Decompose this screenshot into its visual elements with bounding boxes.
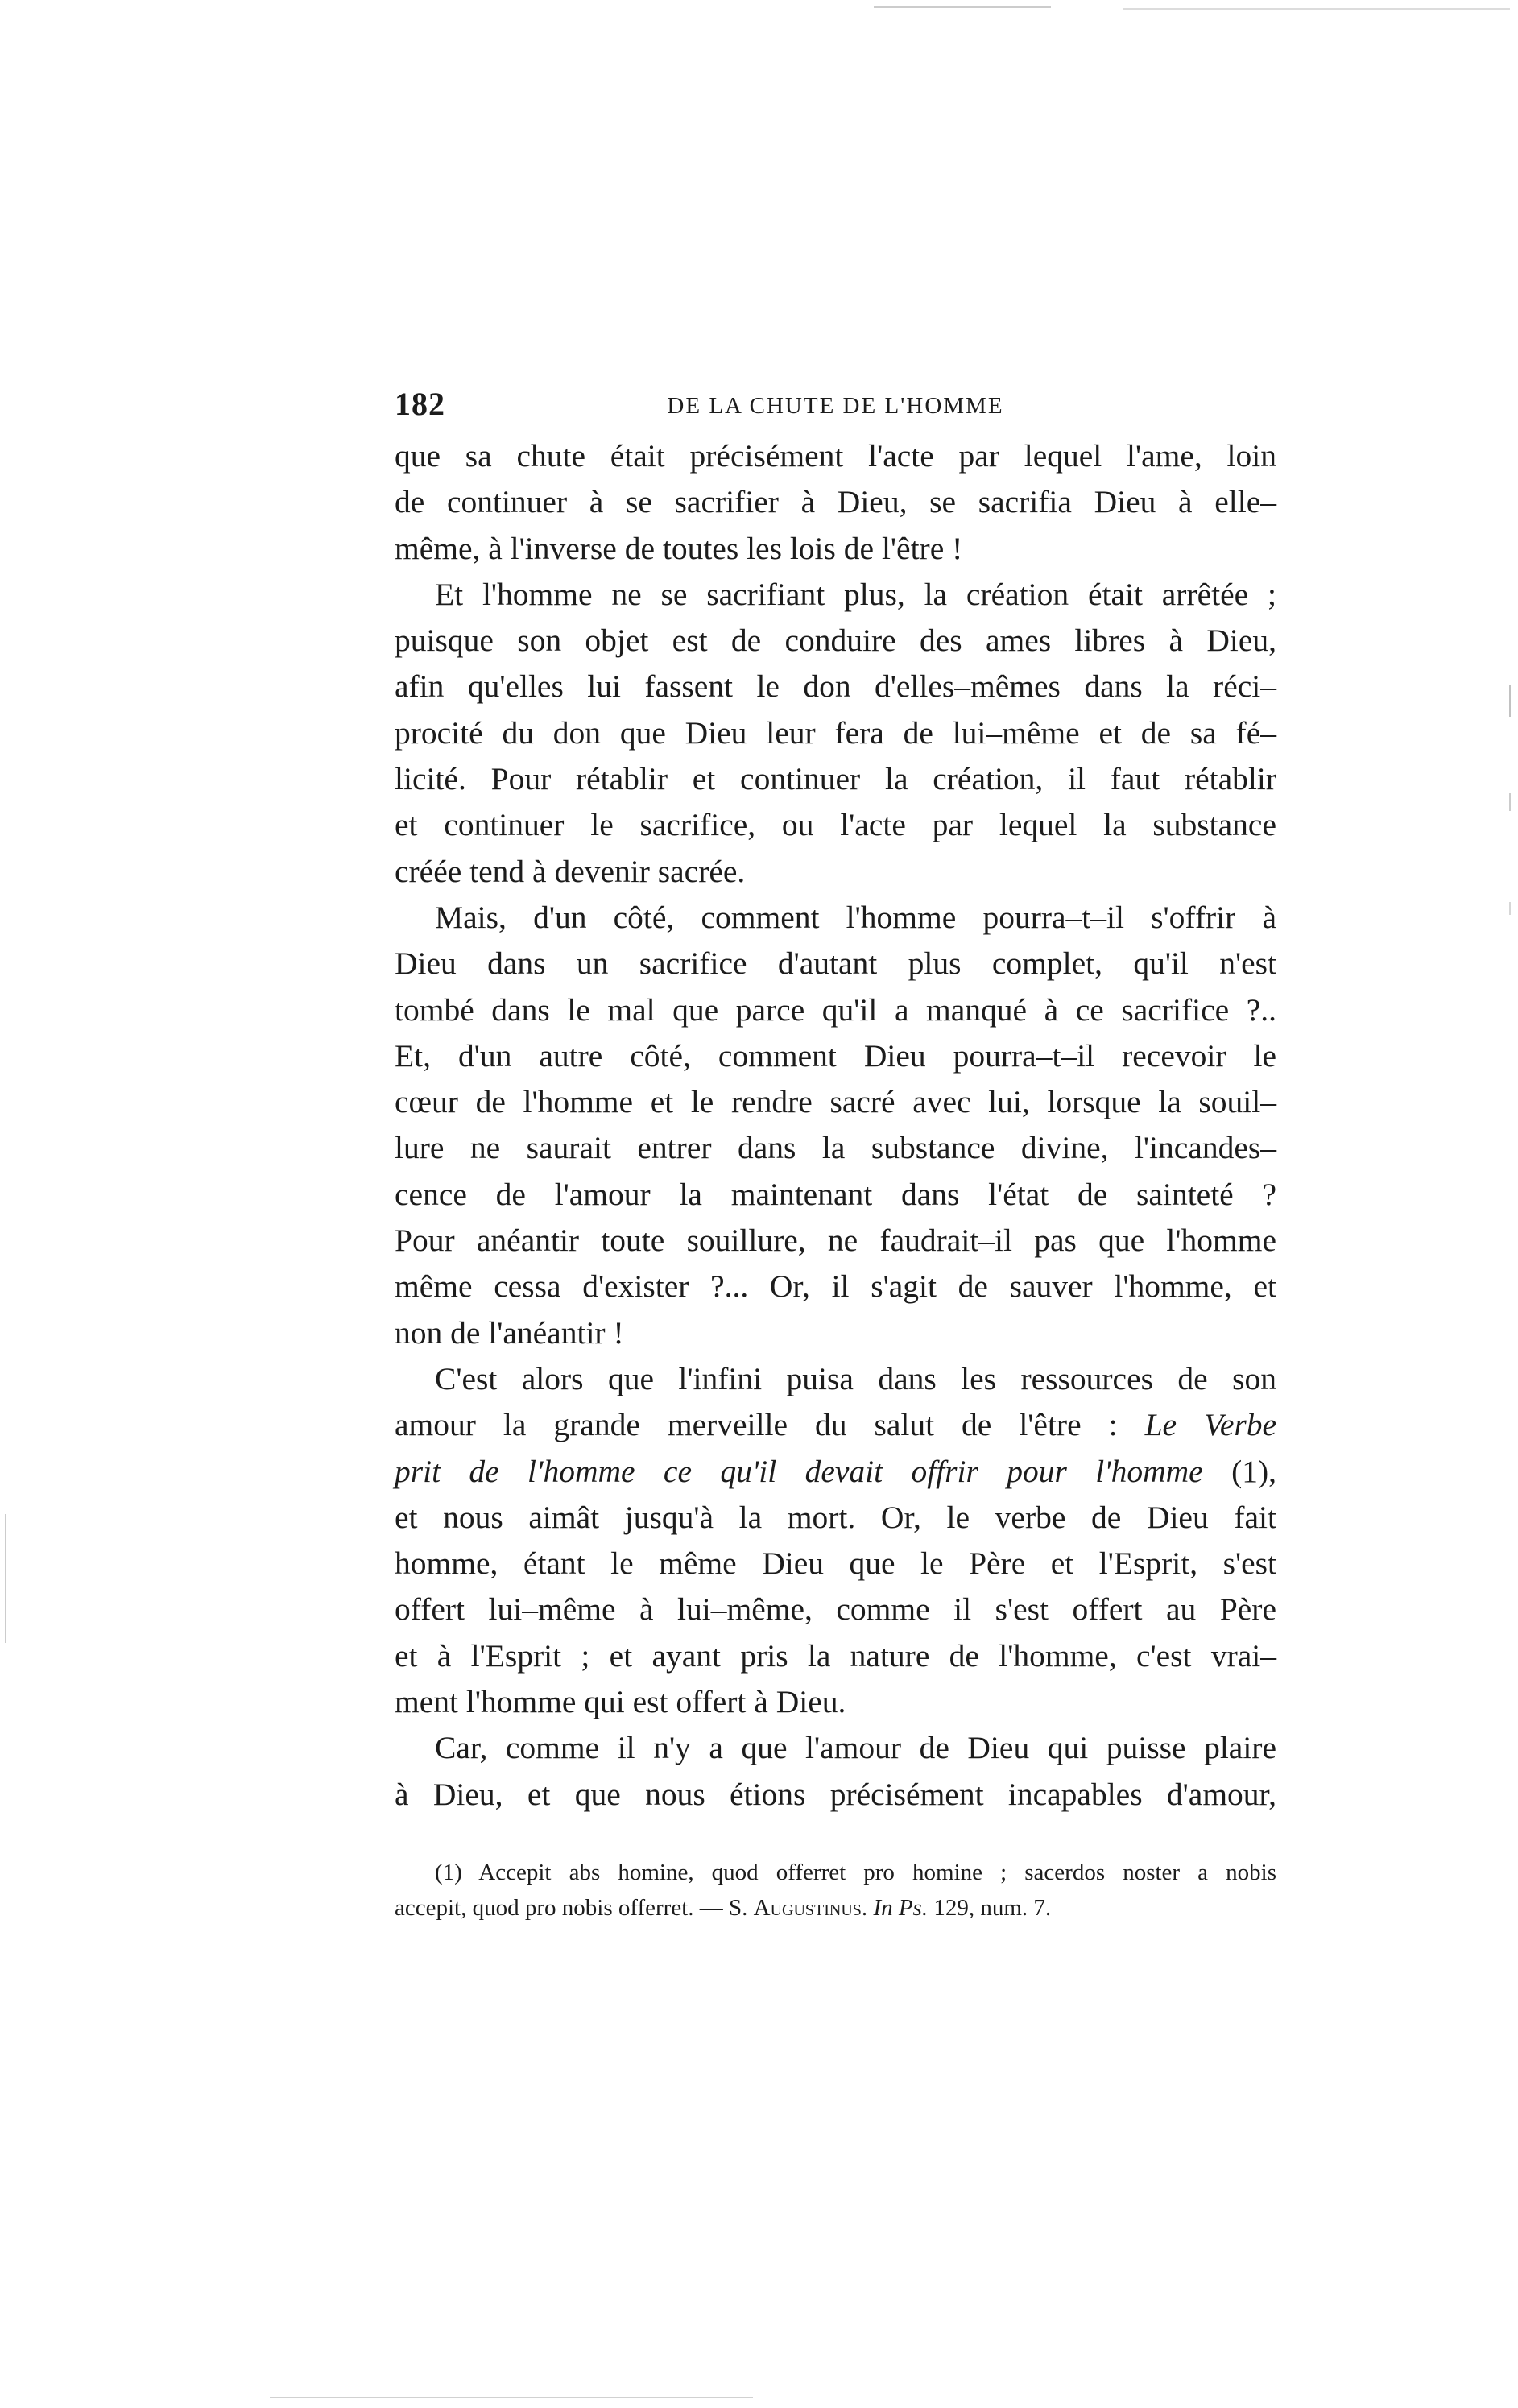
text-line: Mais, d'un côté, comment l'homme pourra–t–il s'offrir à — [435, 899, 1276, 935]
text-line: Car, comme il n'y a que l'amour de Dieu qui puisse plaire — [435, 1730, 1276, 1766]
footnote-line — [395, 1890, 1276, 1926]
text-line: C'est alors que l'infini puisa dans les ressources de son — [435, 1360, 1276, 1396]
text-line: et à l'Esprit ; et ayant pris la nature de l'homme, c'est vrai– — [395, 1637, 1276, 1674]
running-title: DE LA CHUTE DE L'HOMME — [667, 393, 1004, 419]
scan-artifact — [874, 6, 1051, 8]
text-line: non de l'anéantir ! — [395, 1314, 624, 1351]
footnote-ref: 129, num. 7. — [933, 1895, 1052, 1921]
text-line: cence de l'amour la maintenant dans l'état de sainteté ? — [395, 1176, 1276, 1212]
text-line: afin qu'elles lui fassent le don d'elles–mêmes dans la réci– — [395, 668, 1276, 705]
footnote-line: (1) Accepit abs homine, quod offerret pro homine ; sacerdos noster a nobis — [435, 1860, 1276, 1885]
text-line: Pour anéantir toute souillure, ne faudrait–il pas que l'homme — [395, 1223, 1276, 1259]
page-number: 182 — [395, 386, 445, 422]
text-line: cœur de l'homme et le rendre sacré avec lui, lorsque la souil– — [395, 1084, 1276, 1120]
scan-artifact — [1509, 902, 1511, 915]
text-line: procité du don que Dieu leur fera de lui–même et de sa fé– — [395, 714, 1276, 751]
text-line: que sa chute était précisément l'acte par lequel l'ame, loin — [395, 438, 1276, 474]
text-line: Et, d'un autre côté, comment Dieu pourra–t–il recevoir le — [395, 1037, 1276, 1074]
text-line: offert lui–même à lui–même, comme il s'est offert au Père — [395, 1591, 1276, 1628]
italic-quote: prit de l'homme ce qu'il devait offrir pour l'homme — [395, 1453, 1203, 1489]
footnote — [395, 1855, 1276, 1926]
text-line: et nous aimât jusqu'à la mort. Or, le verbe de Dieu fait — [395, 1499, 1276, 1535]
scan-artifact — [1123, 8, 1510, 10]
text-line: tombé dans le mal que parce qu'il a manqué à ce sacrifice ?.. — [395, 991, 1276, 1028]
footnote-reference: (1), — [1231, 1453, 1277, 1489]
text-line: Dieu dans un sacrifice d'autant plus complet, qu'il n'est — [395, 945, 1276, 982]
text-line: Et l'homme ne se sacrifiant plus, la création était arrêtée ; — [435, 576, 1276, 612]
scan-artifact — [1509, 793, 1511, 811]
footnote-text: accepit, quod pro nobis offerret. — S. — [395, 1895, 748, 1921]
body-text — [395, 433, 1276, 1818]
text-line: de continuer à se sacrifier à Dieu, se sacrifia Dieu à elle– — [395, 484, 1276, 520]
text-line — [395, 1402, 1276, 1448]
text-line: licité. Pour rétablir et continuer la création, il faut rétablir — [395, 761, 1276, 797]
text-line: ment l'homme qui est offert à Dieu. — [395, 1684, 846, 1720]
text-line: lure ne saurait entrer dans la substance divine, l'incandes– — [395, 1130, 1276, 1166]
footnote-author: Augustinus. — [753, 1895, 868, 1921]
text-segment: amour la grande merveille du salut de l'être : — [395, 1407, 1118, 1443]
text-line: et continuer le sacrifice, ou l'acte par lequel la substance — [395, 807, 1276, 843]
footnote-work: In Ps. — [873, 1895, 929, 1921]
scan-artifact — [5, 1514, 6, 1643]
text-line: homme, étant le même Dieu que le Père et l'Esprit, s'est — [395, 1545, 1276, 1582]
text-line: même, à l'inverse de toutes les lois de l'être ! — [395, 530, 963, 566]
italic-quote: Le Verbe — [1144, 1407, 1277, 1443]
text-line: créée tend à devenir sacrée. — [395, 853, 746, 889]
text-line: à Dieu, et que nous étions précisément incapables d'amour, — [395, 1776, 1276, 1812]
text-line: puisque son objet est de conduire des ames libres à Dieu, — [395, 623, 1276, 659]
scan-artifact — [1509, 685, 1511, 717]
text-line — [395, 1449, 1276, 1495]
text-line: même cessa d'exister ?... Or, il s'agit de sauver l'homme, et — [395, 1268, 1276, 1305]
page-header — [395, 385, 1276, 433]
scan-artifact — [270, 2397, 753, 2398]
